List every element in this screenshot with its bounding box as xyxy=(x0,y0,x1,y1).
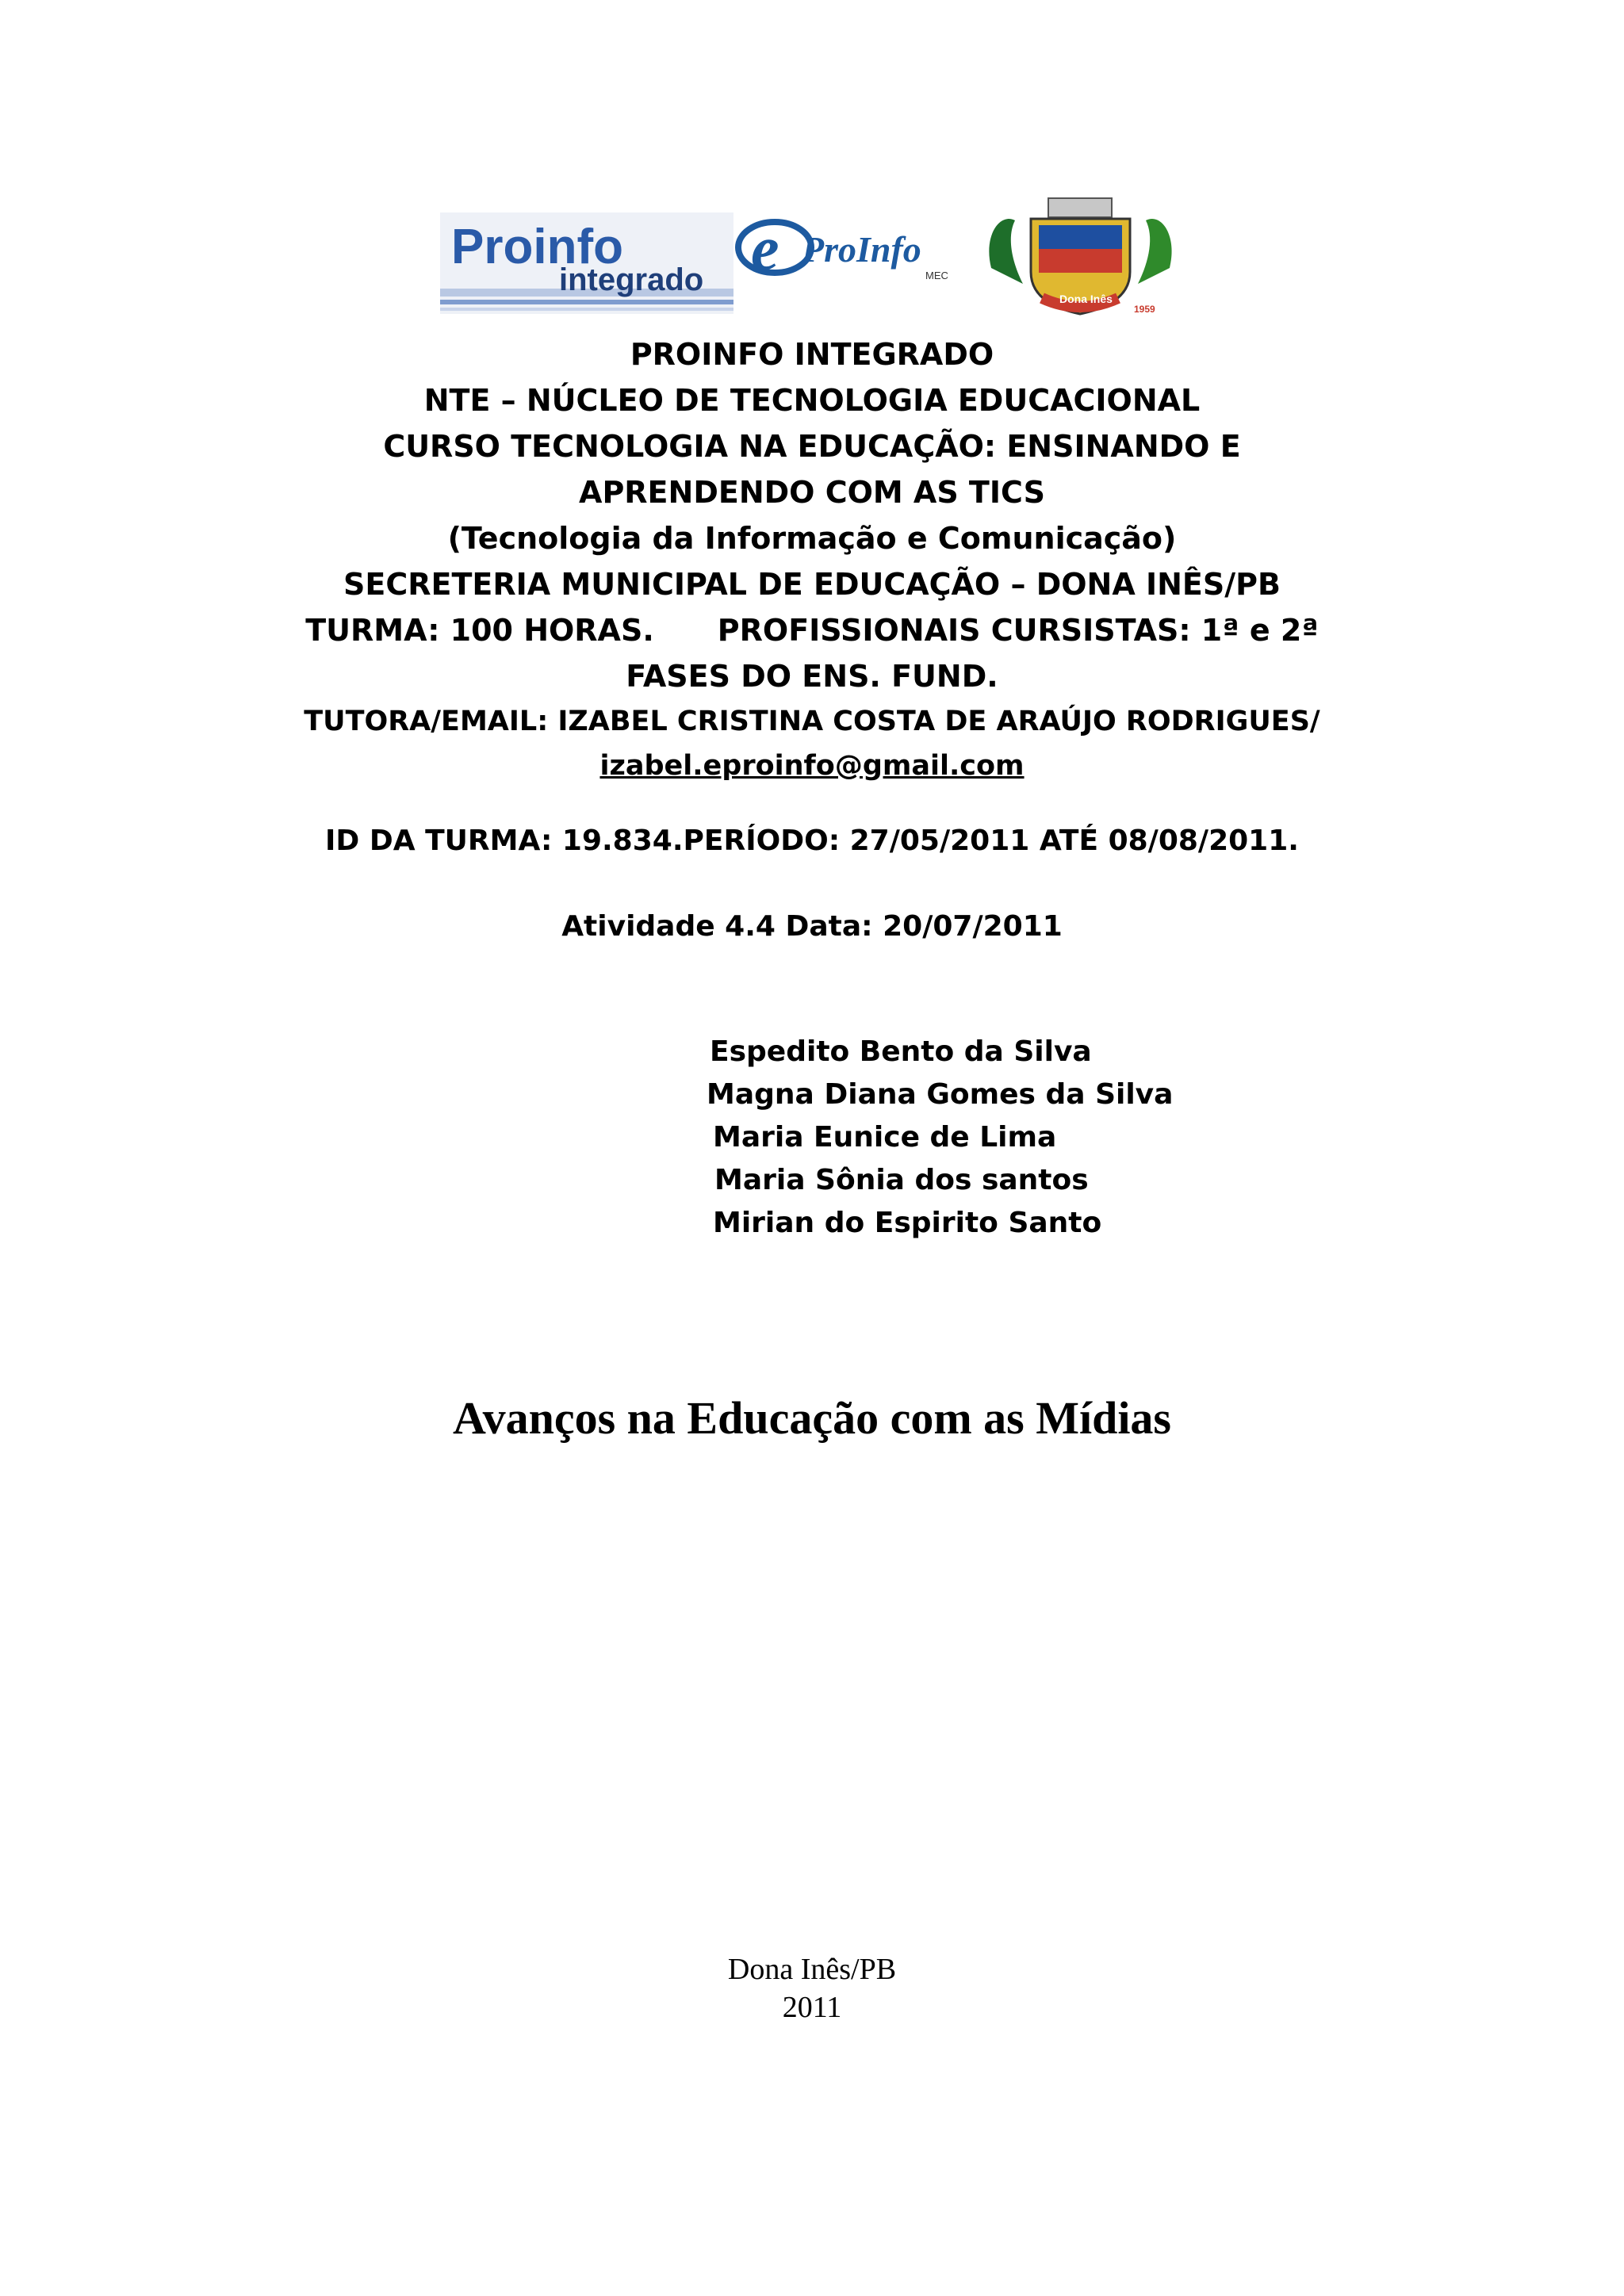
header-line-nte: NTE – NÚCLEO DE TECNOLOGIA EDUCACIONAL xyxy=(423,383,1201,418)
author-name: Maria Sônia dos santos xyxy=(714,1164,1089,1196)
document-footer xyxy=(0,1950,1624,2026)
svg-text:1959: 1959 xyxy=(1134,304,1155,315)
header-line-tutora: TUTORA/EMAIL: IZABEL CRISTINA COSTA DE ARAÚJO RODRIGUES/ xyxy=(304,706,1320,737)
eproinfo-logo xyxy=(733,212,971,292)
proinfo-integrado-logo xyxy=(440,212,733,314)
svg-text:integrado: integrado xyxy=(559,262,704,297)
svg-text:e: e xyxy=(751,214,779,284)
header-line-fases: FASES DO ENS. FUND. xyxy=(626,659,998,694)
document-header xyxy=(0,331,1624,788)
header-line-email xyxy=(0,744,1624,788)
author-list xyxy=(707,1031,1174,1245)
activity-date: Atividade 4.4 Data: 20/07/2011 xyxy=(561,910,1063,943)
turma-profissionais: PROFISSIONAIS CURSISTAS: 1ª e 2ª xyxy=(717,613,1319,648)
author-name: Maria Eunice de Lima xyxy=(713,1121,1057,1154)
header-line-course: CURSO TECNOLOGIA NA EDUCAÇÃO: ENSINANDO E xyxy=(383,429,1241,464)
svg-text:Proinfo: Proinfo xyxy=(451,220,623,274)
svg-text:Dona Inês: Dona Inês xyxy=(1059,293,1113,305)
class-id-period: ID DA TURMA: 19.834.PERÍODO: 27/05/2011 ATÉ 08/08/2011. xyxy=(325,825,1299,857)
turma-hours: TURMA: 100 HORAS. xyxy=(305,613,654,648)
author-name: Espedito Bento da Silva xyxy=(710,1035,1092,1068)
svg-text:ProInfo: ProInfo xyxy=(802,229,921,270)
svg-text:MEC: MEC xyxy=(925,270,948,281)
logo-strip xyxy=(440,197,1185,320)
header-line-tics: (Tecnologia da Informação e Comunicação) xyxy=(447,521,1177,556)
tutor-email-link[interactable]: izabel.eproinfo@gmail.com xyxy=(599,750,1025,782)
header-line-course-cont: APRENDENDO COM AS TICS xyxy=(579,475,1045,510)
header-line-program: PROINFO INTEGRADO xyxy=(630,337,994,372)
author-name: Mirian do Espirito Santo xyxy=(713,1207,1102,1239)
document-title: Avanços na Educação com as Mídias xyxy=(452,1392,1172,1444)
footer-place: Dona Inês/PB xyxy=(727,1953,897,1986)
header-line-secretariat: SECRETERIA MUNICIPAL DE EDUCAÇÃO – DONA INÊS/PB xyxy=(343,567,1281,602)
header-line-turma xyxy=(0,607,1624,653)
dona-ines-crest-icon xyxy=(975,197,1185,320)
footer-year: 2011 xyxy=(782,1991,842,2024)
author-name: Magna Diana Gomes da Silva xyxy=(707,1078,1174,1111)
